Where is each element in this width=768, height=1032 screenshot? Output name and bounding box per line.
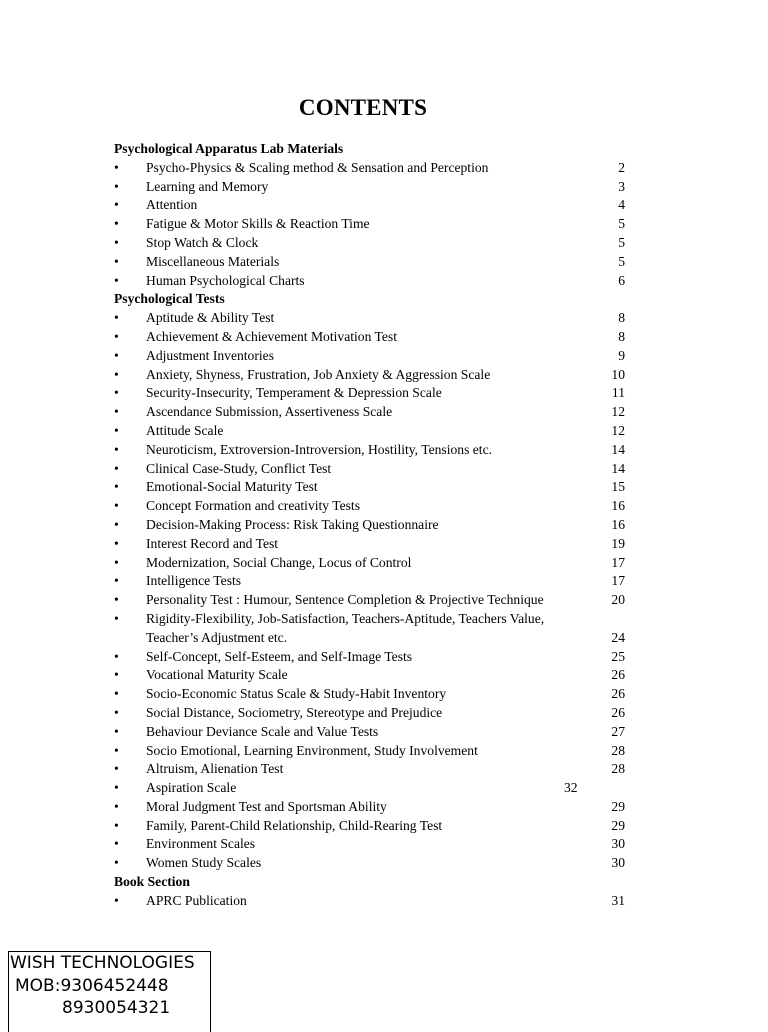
toc-entry[interactable] xyxy=(114,328,634,347)
toc-entry-title: Intelligence Tests xyxy=(146,573,242,589)
bullet-icon: • xyxy=(114,441,119,457)
toc-entry-title: APRC Publication xyxy=(146,892,247,908)
toc-entry-page-number: 8 xyxy=(618,328,625,344)
toc-entry-page-number: 14 xyxy=(611,460,625,476)
toc-entry-title: Stop Watch & Clock xyxy=(146,234,259,250)
toc-entry-title: Women Study Scales xyxy=(146,855,262,871)
toc-entry-title: Miscellaneous Materials xyxy=(146,253,280,269)
bullet-icon: • xyxy=(114,516,119,532)
toc-entry[interactable] xyxy=(114,441,634,460)
toc-entry-title-line: Rigidity-Flexibility, Job-Satisfaction, Teachers-Aptitude, Teachers Value, xyxy=(146,610,545,626)
toc-entry-title: Self-Concept, Self-Esteem, and Self-Image Tests xyxy=(146,648,413,664)
toc-entry-title: Aptitude & Ability Test xyxy=(146,310,275,326)
toc-entry-title: Neuroticism, Extroversion-Introversion, Hostility, Tensions etc. xyxy=(146,441,493,457)
toc-entry[interactable] xyxy=(114,178,634,197)
toc-entry[interactable] xyxy=(114,685,634,704)
toc-entry[interactable] xyxy=(114,272,634,291)
toc-entry-page-number: 20 xyxy=(611,592,625,608)
toc-entry[interactable] xyxy=(114,497,634,516)
toc-entry-page-number: 29 xyxy=(611,817,625,833)
bullet-icon: • xyxy=(114,554,119,570)
toc-entry-page-number: 32 xyxy=(564,780,578,796)
toc-entry-title: Socio Emotional, Learning Environment, Study Involvement xyxy=(146,742,478,758)
toc-entry[interactable] xyxy=(114,403,634,422)
bullet-icon: • xyxy=(114,310,119,326)
toc-entry-page-number: 16 xyxy=(611,516,625,532)
toc-entry-page-number: 31 xyxy=(611,892,625,908)
toc-entry[interactable] xyxy=(114,384,634,403)
toc-entry[interactable] xyxy=(114,817,634,836)
toc-entry-page-number: 5 xyxy=(618,216,625,232)
toc-entry[interactable] xyxy=(114,572,634,591)
toc-entry-title: Achievement & Achievement Motivation Test xyxy=(146,328,397,344)
bullet-icon: • xyxy=(114,648,119,664)
contact-stamp xyxy=(8,951,211,1032)
toc-entry[interactable] xyxy=(114,234,634,253)
toc-entry-title: Emotional-Social Maturity Test xyxy=(146,479,318,495)
toc-entry-page-number: 17 xyxy=(611,554,625,570)
toc-entry-title: Fatigue & Motor Skills & Reaction Time xyxy=(146,216,370,232)
toc-entry-page-number: 8 xyxy=(618,310,625,326)
mobile-number-1: MOB:9306452448 xyxy=(15,975,169,996)
toc-entry-page-number: 5 xyxy=(618,253,625,269)
bullet-icon: • xyxy=(114,686,119,702)
toc-entry-title: Attitude Scale xyxy=(146,422,224,438)
toc-entry-title: Interest Record and Test xyxy=(146,535,279,551)
toc-entry-title: Family, Parent-Child Relationship, Child-Rearing Test xyxy=(146,817,443,833)
toc-entry-page-number: 26 xyxy=(611,667,625,683)
toc-entry[interactable] xyxy=(114,591,634,610)
bullet-icon: • xyxy=(114,234,119,250)
bullet-icon: • xyxy=(114,892,119,908)
toc-entry[interactable] xyxy=(114,478,634,497)
toc-entry[interactable] xyxy=(114,422,634,441)
bullet-icon: • xyxy=(114,422,119,438)
bullet-icon: • xyxy=(114,742,119,758)
toc-entry-page-number: 4 xyxy=(618,197,625,213)
section-heading: Psychological Tests xyxy=(114,291,225,307)
bullet-icon: • xyxy=(114,723,119,739)
bullet-icon: • xyxy=(114,836,119,852)
mobile-number-2: 8930054321 xyxy=(62,998,171,1018)
toc-entry-page-number: 26 xyxy=(611,686,625,702)
bullet-icon: • xyxy=(114,817,119,833)
toc-entry[interactable] xyxy=(114,309,634,328)
bullet-icon: • xyxy=(114,197,119,213)
bullet-icon: • xyxy=(114,404,119,420)
bullet-icon: • xyxy=(114,178,119,194)
toc-entry-page-number: 5 xyxy=(618,234,625,250)
toc-entry-title: Behaviour Deviance Scale and Value Tests xyxy=(146,723,379,739)
toc-entry-page-number: 2 xyxy=(618,159,625,175)
bullet-icon: • xyxy=(114,366,119,382)
section-heading: Psychological Apparatus Lab Materials xyxy=(114,141,344,156)
toc-entry-page-number: 14 xyxy=(611,441,625,457)
page-title: CONTENTS xyxy=(298,95,428,120)
toc-entry-page-number: 29 xyxy=(611,798,625,814)
bullet-icon: • xyxy=(114,216,119,232)
toc-entry-page-number: 24 xyxy=(611,629,625,645)
toc-entry-title: Psycho-Physics & Scaling method & Sensation and Perception xyxy=(146,159,489,175)
toc-entry-page-number: 25 xyxy=(611,648,625,664)
toc-entry-page-number: 28 xyxy=(611,761,625,777)
toc-entry-title: Modernization, Social Change, Locus of Control xyxy=(146,554,412,570)
toc-entry-title: Concept Formation and creativity Tests xyxy=(146,498,360,514)
toc-entry[interactable] xyxy=(114,215,634,234)
bullet-icon: • xyxy=(114,328,119,344)
company-name: WISH TECHNOLOGIES xyxy=(10,953,195,973)
bullet-icon: • xyxy=(114,704,119,720)
toc-entry-title: Altruism, Alienation Test xyxy=(146,761,284,777)
bullet-icon: • xyxy=(114,535,119,551)
toc-entry-page-number: 26 xyxy=(611,704,625,720)
toc-entry-page-number: 30 xyxy=(611,855,625,871)
toc-entry[interactable] xyxy=(114,347,634,366)
toc-entry[interactable] xyxy=(114,798,634,817)
toc-entry-page-number: 16 xyxy=(611,498,625,514)
bullet-icon: • xyxy=(114,855,119,871)
toc-entry-title: Socio-Economic Status Scale & Study-Habit Inventory xyxy=(146,686,447,702)
bullet-icon: • xyxy=(114,761,119,777)
toc-entry-title: Environment Scales xyxy=(146,836,256,852)
bullet-icon: • xyxy=(114,798,119,814)
toc-entry[interactable] xyxy=(114,366,634,385)
toc-entry[interactable] xyxy=(114,892,634,911)
toc-entry-page-number: 15 xyxy=(611,479,625,495)
toc-entry-title: Vocational Maturity Scale xyxy=(146,667,288,683)
toc-entry-title: Learning and Memory xyxy=(146,178,269,194)
bullet-icon: • xyxy=(114,253,119,269)
bullet-icon: • xyxy=(114,667,119,683)
toc-entry-title: Aspiration Scale xyxy=(146,780,237,796)
toc-entry-page-number: 9 xyxy=(618,347,625,363)
toc-entry-title: Adjustment Inventories xyxy=(146,347,274,363)
toc-entry-title: Anxiety, Shyness, Frustration, Job Anxiety & Aggression Scale xyxy=(146,366,491,382)
bullet-icon: • xyxy=(114,498,119,514)
toc-entry-title xyxy=(146,610,544,648)
toc-entry-title-line: Teacher’s Adjustment etc. xyxy=(146,629,288,645)
toc-entry-page-number: 17 xyxy=(611,573,625,589)
toc-entry[interactable] xyxy=(114,554,634,573)
bullet-icon: • xyxy=(114,385,119,401)
toc-entry-page-number: 12 xyxy=(611,404,625,420)
table-of-contents xyxy=(114,140,634,911)
toc-entry-title: Attention xyxy=(146,197,198,213)
toc-entry-title: Security-Insecurity, Temperament & Depression Scale xyxy=(146,385,442,401)
bullet-icon: • xyxy=(114,592,119,608)
toc-entry[interactable] xyxy=(114,760,634,779)
toc-entry[interactable] xyxy=(114,854,634,873)
toc-entry[interactable] xyxy=(114,610,634,648)
toc-entry[interactable] xyxy=(114,666,634,685)
toc-entry-title: Moral Judgment Test and Sportsman Ability xyxy=(146,798,387,814)
toc-entry-page-number: 27 xyxy=(611,723,625,739)
toc-entry-page-number: 11 xyxy=(611,385,625,401)
toc-entry-title: Decision-Making Process: Risk Taking Questionnaire xyxy=(146,516,439,532)
toc-entry[interactable] xyxy=(114,253,634,272)
bullet-icon: • xyxy=(114,460,119,476)
section-heading: Book Section xyxy=(114,874,190,890)
toc-entry[interactable] xyxy=(114,779,634,798)
toc-entry-title: Human Psychological Charts xyxy=(146,272,305,288)
toc-entry-title: Ascendance Submission, Assertiveness Scale xyxy=(146,404,393,420)
toc-entry[interactable] xyxy=(114,535,634,554)
toc-entry-page-number: 3 xyxy=(618,178,625,194)
toc-entry-page-number: 6 xyxy=(618,272,625,288)
bullet-icon: • xyxy=(114,780,119,796)
toc-entry[interactable] xyxy=(114,648,634,667)
toc-entry[interactable] xyxy=(114,159,634,178)
bullet-icon: • xyxy=(114,347,119,363)
toc-entry[interactable] xyxy=(114,742,634,761)
toc-entry-page-number: 19 xyxy=(611,535,625,551)
toc-entry-title: Personality Test : Humour, Sentence Completion & Projective Technique xyxy=(146,592,544,608)
bullet-icon: • xyxy=(114,272,119,288)
toc-entry-title: Clinical Case-Study, Conflict Test xyxy=(146,460,332,476)
toc-entry[interactable] xyxy=(114,704,634,723)
toc-entry[interactable] xyxy=(114,516,634,535)
toc-entry[interactable] xyxy=(114,196,634,215)
bullet-icon: • xyxy=(114,610,119,626)
bullet-icon: • xyxy=(114,479,119,495)
toc-entry-page-number: 12 xyxy=(611,422,625,438)
toc-entry-page-number: 30 xyxy=(611,836,625,852)
toc-entry-page-number: 10 xyxy=(611,366,625,382)
toc-entry[interactable] xyxy=(114,460,634,479)
toc-entry-page-number: 28 xyxy=(611,742,625,758)
bullet-icon: • xyxy=(114,573,119,589)
bullet-icon: • xyxy=(114,159,119,175)
toc-entry[interactable] xyxy=(114,723,634,742)
toc-entry-title: Social Distance, Sociometry, Stereotype and Prejudice xyxy=(146,704,443,720)
toc-entry[interactable] xyxy=(114,835,634,854)
